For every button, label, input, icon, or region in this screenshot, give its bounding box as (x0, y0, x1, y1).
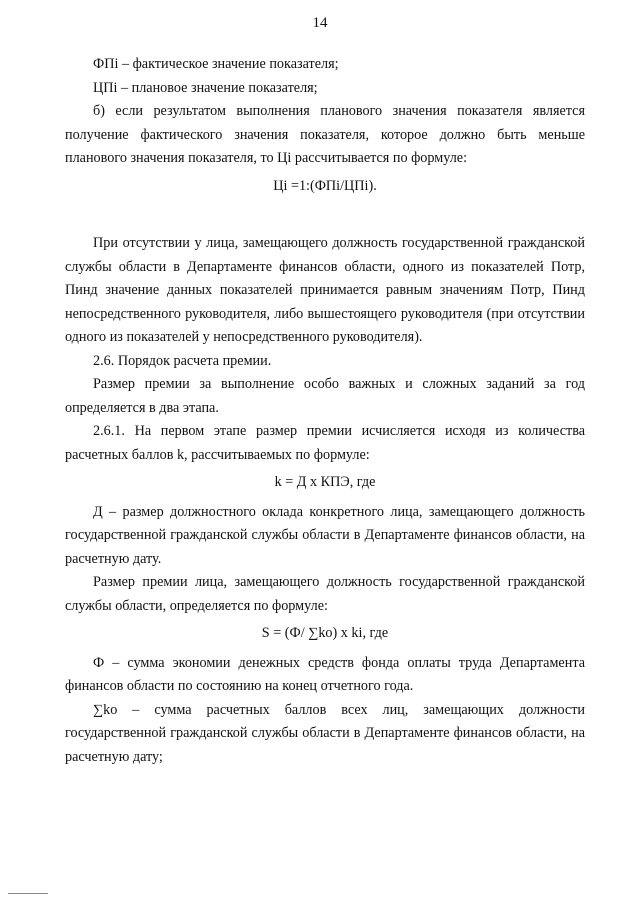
formula-ci: Цi =1:(ФПi/ЦПi). (273, 177, 377, 194)
d-definition: Д – размер должностного оклада конкретного лица, замещающего должность государственной гражданской службы области в Департаменте финансов области, на расчетную дату. (65, 503, 585, 567)
absence-paragraph: При отсутствии у лица, замещающего должность государственной гражданской службы области в Департаменте финансов области, одного из показателей Потр, Пинд значение данных показателей принимается равным значениям Потр, Пинд непосредственного руководителя, либо вышестоящего руководителя (при отсутствии одного из показателей у непосредственного руководителя). (65, 235, 585, 345)
sum-k-definition: ∑kо – сумма расчетных баллов всех лиц, замещающих должности государственной гражданской службы области в Департаменте финансов области, на расчетную дату; (65, 701, 585, 765)
page-number: 14 (312, 15, 328, 31)
cp-definition: ЦПi – плановое значение показателя; (93, 79, 318, 96)
f-definition: Ф – сумма экономии денежных средств фонда оплаты труда Департамента финансов области по состоянию на конец отчетного года. (65, 654, 585, 694)
premium-size-paragraph: Размер премии за выполнение особо важных и сложных заданий за год определяется в два этапа. (65, 376, 585, 416)
premium-person-paragraph: Размер премии лица, замещающего должность государственной гражданской службы области, определяется по формуле: (65, 574, 585, 614)
scan-artifact-line (8, 893, 48, 894)
document-body (65, 53, 585, 769)
section-heading-2-6: 2.6. Порядок расчета премии. (93, 352, 272, 369)
formula-k: k = Д x КПЭ, где (274, 474, 376, 490)
fp-definition: ФПi – фактическое значение показателя; (93, 56, 339, 72)
clause-b: б) если результатом выполнения планового значения показателя является получение фактического значения показателя, которое должно быть меньше планового значения показателя, то Цi рассчитывается по формуле: (65, 103, 585, 166)
spacer (65, 204, 585, 232)
section-2-6-1-paragraph: 2.6.1. На первом этапе размер премии исчисляется исходя из количества расчетных баллов k, рассчитываемых по формуле: (65, 423, 585, 463)
formula-s: S = (Ф/ ∑kо) x ki, где (261, 625, 389, 641)
